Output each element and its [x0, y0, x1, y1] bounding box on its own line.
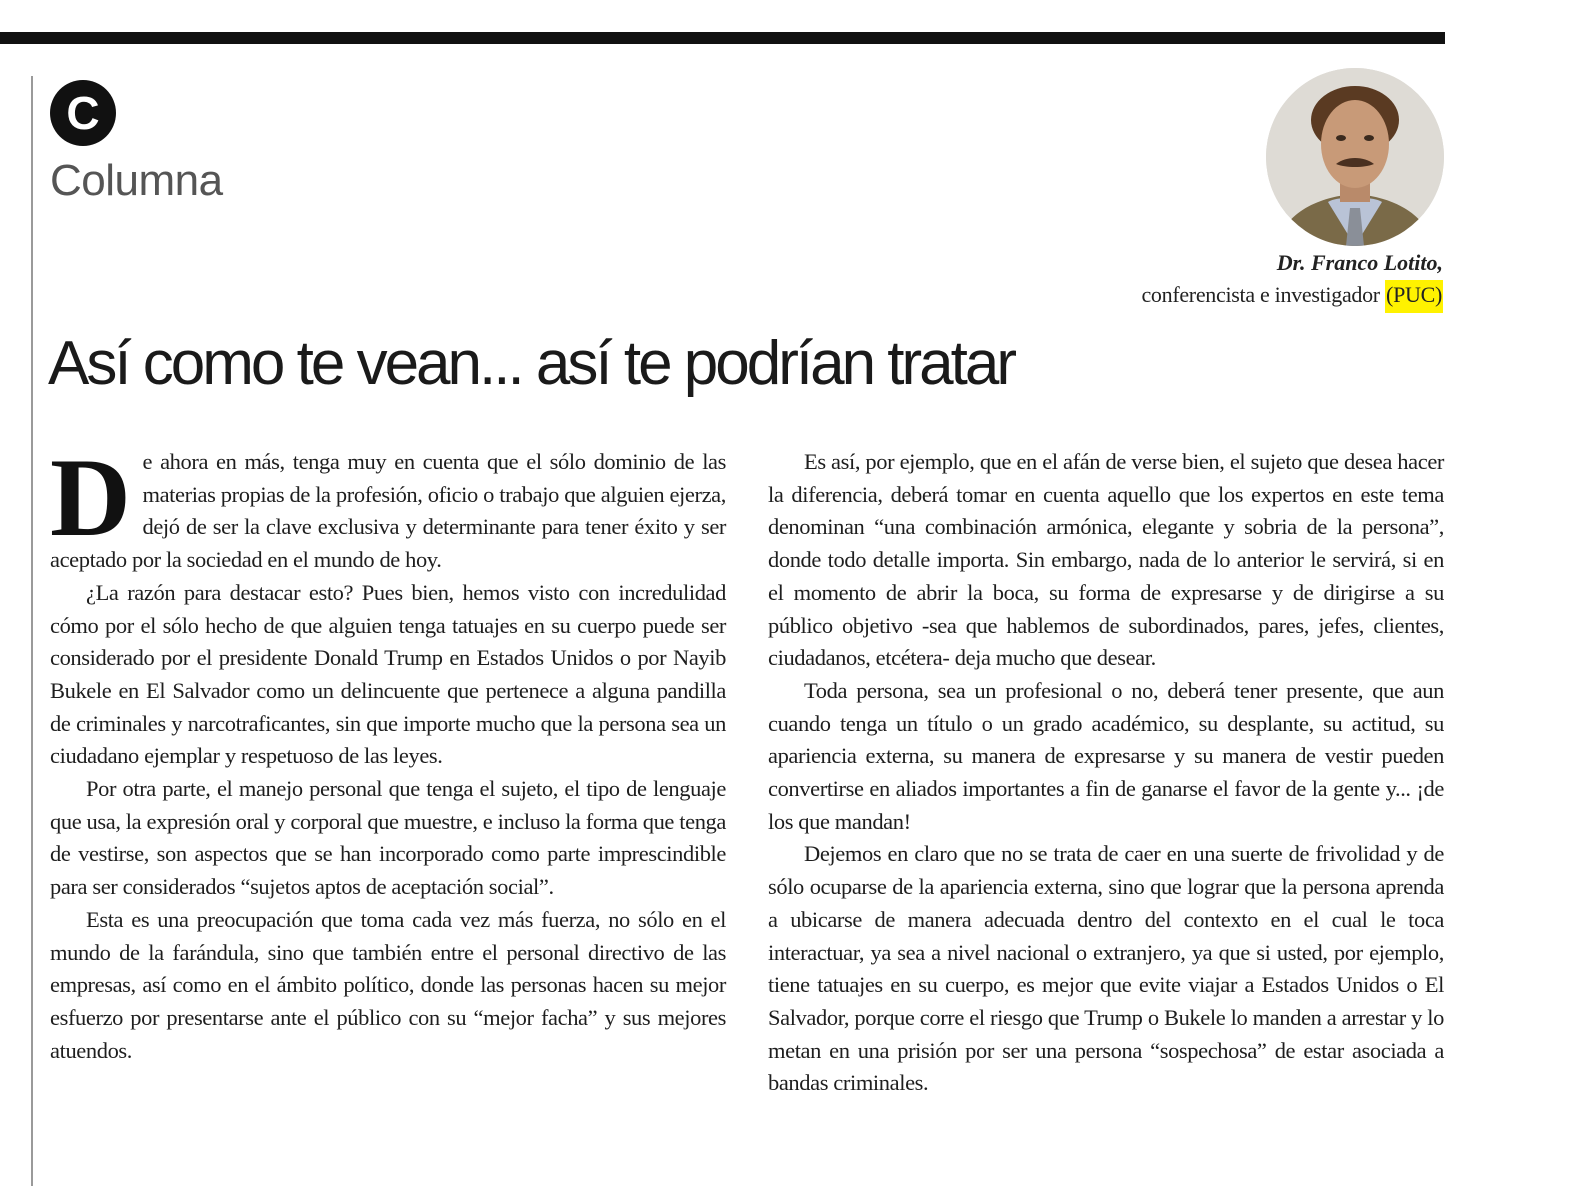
- headline: Así como te vean... así te podrían tratar: [48, 329, 1014, 398]
- left-column: [50, 436, 726, 1067]
- drop-cap: D: [50, 436, 131, 560]
- author-role-text: conferencista e investigador: [1141, 282, 1386, 307]
- left-rule: [31, 76, 33, 1186]
- author-name: Dr. Franco Lotito,: [1276, 250, 1443, 275]
- paragraph: ¿La razón para destacar esto? Pues bien, hemos visto con incredulidad cómo por el sólo hecho de que alguien tenga tatuajes en su cuerpo puede ser considerado por el presidente Donald Trump en Estados Unidos o por Nayib Bukele en El Salvador como un delincuente que pertenece a alguna pandilla de criminales y narcotraficantes, sin que importe mucho que la persona sea un ciudadano ejemplar y respetuoso de las leyes.: [50, 579, 726, 769]
- right-column: [768, 446, 1444, 1100]
- paragraph: [50, 436, 726, 577]
- paragraph: Por otra parte, el manejo personal que tenga el sujeto, el tipo de lenguaje que usa, la expresión oral y corporal que muestre, e incluso la forma que tenga de vestirse, son aspectos que se han incorporado como parte imprescindible para ser considerados “sujetos aptos de aceptación social”.: [50, 776, 726, 900]
- paragraph: Toda persona, sea un profesional o no, deberá tener presente, que aun cuando tenga un título o un grado académico, su desplante, su actitud, su apariencia externa, su manera de expresarse y su manera de vestir pueden convertirse en aliados importantes a fin de ganarse el favor de la gente y... ¡de los que mandan!: [768, 677, 1444, 834]
- section-badge: C: [50, 80, 116, 146]
- paragraph: Esta es una preocupación que toma cada vez más fuerza, no sólo en el mundo de la farándula, sino que también entre el personal directivo de las empresas, así como en el ámbito político, donde las personas hacen su mejor esfuerzo por presentarse ante el público con su “mejor facha” y sus mejores atuendos.: [50, 906, 726, 1063]
- author-portrait: [1266, 68, 1444, 246]
- paragraph-text: e ahora en más, tenga muy en cuenta que el sólo dominio de las materias propias de la profesión, oficio o trabajo que alguien ejerza, dejó de ser la clave exclusiva y determinante para tener éxito y ser aceptado por la sociedad en el mundo de hoy.: [50, 449, 726, 573]
- paragraph: Dejemos en claro que no se trata de caer en una suerte de frivolidad y de sólo ocuparse de la apariencia externa, sino que lograr que la persona aprenda a ubicarse de manera adecuada dentro del contexto en el cual le toca interactuar, ya sea a nivel nacional o extranjero, ya que si usted, por ejemplo, tiene tatuajes en su cuerpo, es mejor que evite viajar a Estados Unidos o El Salvador, porque corre el riesgo que Trump o Bukele lo manden a arrestar y lo metan en una prisión por ser una persona “sospechosa” de estar asociada a bandas criminales.: [768, 841, 1444, 1096]
- author-role: [1141, 282, 1443, 308]
- top-rule: [0, 32, 1445, 44]
- paragraph: Es así, por ejemplo, que en el afán de verse bien, el sujeto que desea hacer la diferencia, deberá tomar en cuenta aquello que los expertos en este tema denominan “una combinación armónica, elegante y sobria de la persona”, donde todo detalle importa. Sin embargo, nada de lo anterior le servirá, si en el momento de abrir la boca, su forma de expresarse y de dirigirse a su público objetivo -sea que hablemos de subordinados, pares, jefes, clientes, ciudadanos, etcétera- deja mucho que desear.: [768, 449, 1444, 671]
- author-affiliation-highlight: (PUC): [1385, 280, 1443, 313]
- section-label: Columna: [50, 156, 223, 205]
